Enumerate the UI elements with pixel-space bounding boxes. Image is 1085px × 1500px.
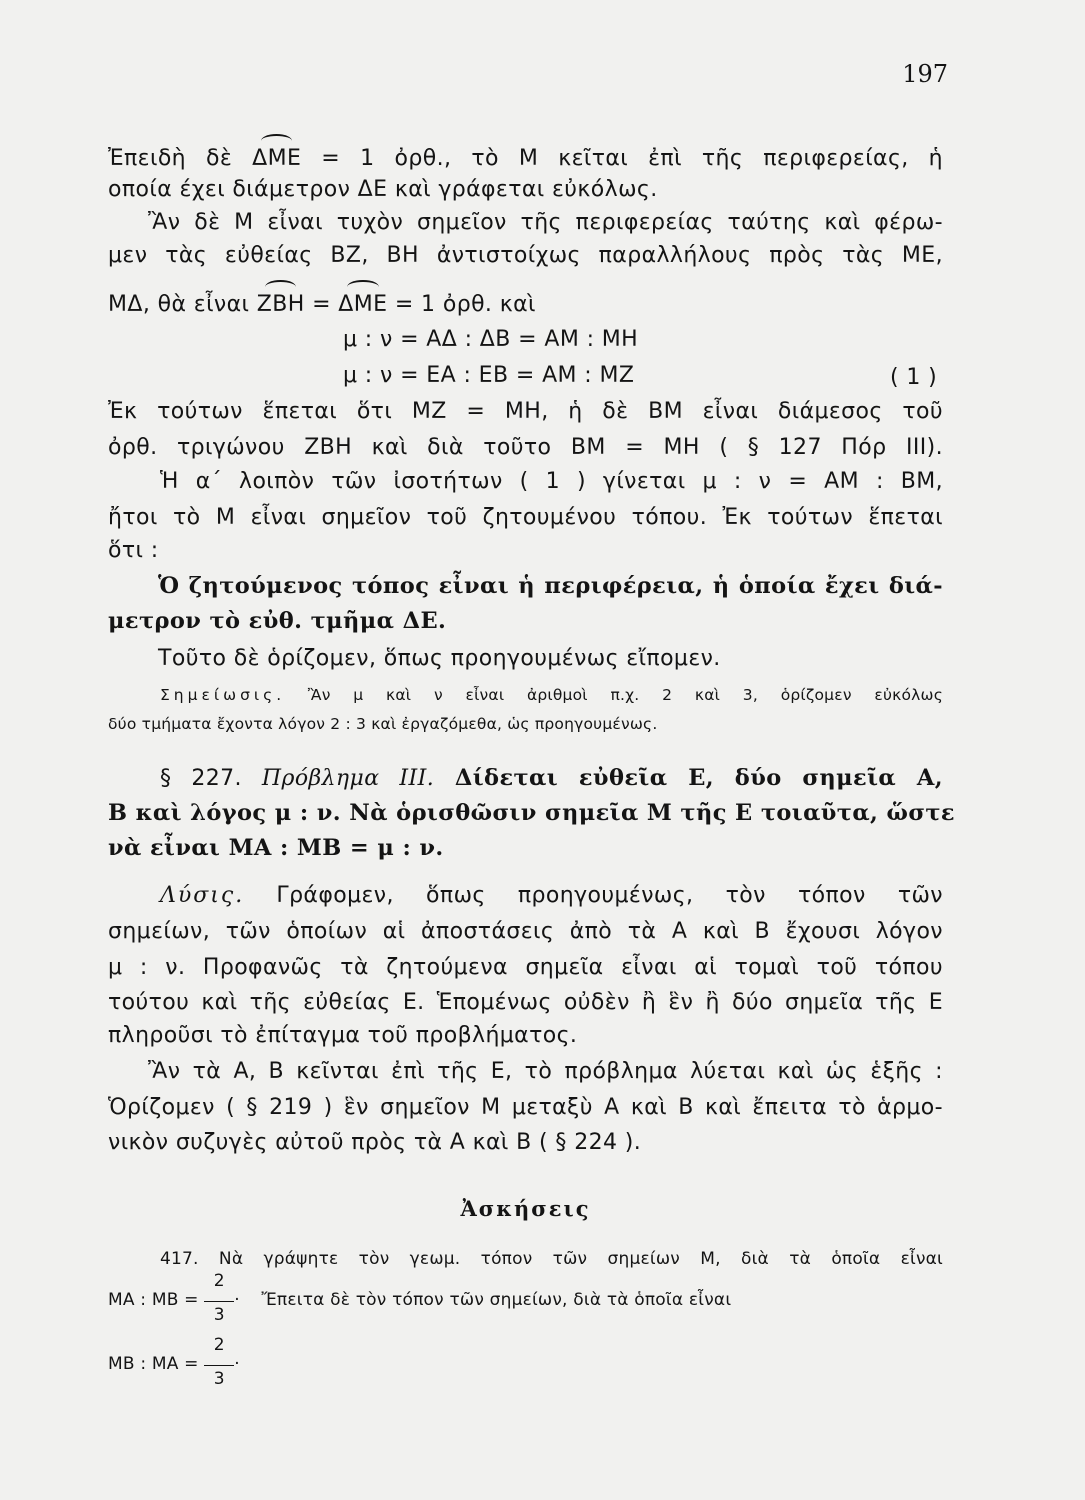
solution-label: Λύσις. (160, 883, 245, 908)
ex1-denominator: 3 (213, 1304, 225, 1325)
ex2-numerator: 2 (213, 1334, 225, 1355)
ex1-dot: · (234, 1290, 240, 1310)
text-line-23: μ : ν. Προφανῶς τὰ ζητούμενα σημεῖα εἶναι αἱ τομαὶ τοῦ τόπου (108, 955, 943, 980)
problem-label: Πρόβλημα III. (261, 766, 435, 791)
equation-label: ( 1 ) (890, 365, 938, 390)
solution-text: Γράφομεν, ὅπως προηγουμένως, τὸν τόπον τῶν (244, 883, 943, 908)
text-line-15: Τοῦτο δὲ ὁρίζομεν, ὅπως προηγουμένως εἴπομεν. (158, 646, 721, 671)
ex1-rest: Ἔπειτα δὲ τὸν τόπον τῶν σημείων, διὰ τὰ ὁποῖα εἶναι (261, 1290, 732, 1310)
text-line-1 (108, 144, 943, 174)
arc-zbh: ΖΒΗ (257, 290, 305, 320)
exercises-heading: Ἀσκήσεις (460, 1196, 591, 1221)
problem-line-1 (160, 763, 943, 794)
ex2-bar (204, 1365, 234, 1366)
theorem-line-1: Ὁ ζητούμενος τόπος εἶναι ἡ περιφέρεια, ἡ ὁποία ἔχει διά- (158, 573, 943, 599)
problem-line-3: νὰ εἶναι ΜΑ : ΜΒ = μ : ν. (108, 835, 444, 861)
ex1-fraction (204, 1270, 234, 1325)
text-line-4: μεν τὰς εὐθείας ΒΖ, ΒΗ ἀντιστοίχως παραλλήλους πρὸς τὰς ΜΕ, (108, 243, 943, 268)
text-line-26: Ἂν τὰ Α, Β κεῖνται ἐπὶ τῆς Ε, τὸ πρόβλημα λύεται καὶ ὡς ἑξῆς : (148, 1059, 943, 1084)
equation-1: μ : ν = ΑΔ : ΔΒ = ΑΜ : ΜΗ (343, 327, 639, 352)
line1-pre: Ἐπειδὴ δὲ (108, 146, 253, 171)
note-line-2: δύο τμήματα ἔχοντα λόγον 2 : 3 καὶ ἐργαζόμεθα, ὡς προηγουμένως. (108, 715, 658, 733)
text-line-24: τούτου καὶ τῆς εὐθείας Ε. Ἑπομένως οὐδὲν ἢ ἓν ἢ δύο σημεῖα τῆς Ε (108, 990, 943, 1015)
problem-text: Δίδεται εὐθεῖα Ε, δύο σημεῖα Α, (434, 765, 944, 791)
arc-dme: ΔΜΕ (252, 144, 301, 174)
ex2-denominator: 3 (213, 1368, 225, 1389)
problem-num: § 227. (160, 766, 262, 791)
exercise-417-line-3 (108, 1334, 240, 1389)
ex1-bar (204, 1301, 234, 1302)
text-line-28: νικὸν συζυγὲς αὐτοῦ πρὸς τὰ Α καὶ Β ( § 224 ). (108, 1130, 642, 1155)
text-line-3: Ἂν δὲ Μ εἶναι τυχὸν σημεῖον τῆς περιφερείας ταύτης καὶ φέρω- (148, 210, 943, 235)
equation-2: μ : ν = ΕΑ : ΕΒ = ΑΜ : ΜΖ (343, 363, 635, 388)
note-label: Σημείωσις. (160, 686, 286, 704)
line5-post: = 1 ὀρθ. καὶ (387, 292, 536, 317)
line5-pre: ΜΔ, θὰ εἶναι (108, 292, 257, 317)
line1-post: = 1 ὀρθ., τὸ Μ κεῖται ἐπὶ τῆς περιφερείας, ἡ (301, 146, 943, 171)
ex2-fraction (204, 1334, 234, 1389)
text-line-5 (108, 290, 536, 320)
exercise-417-line-2 (108, 1270, 732, 1325)
exercise-417-line-1: 417. Νὰ γράψητε τὸν γεωμ. τόπον τῶν σημείων Μ, διὰ τὰ ὁποῖα εἶναι (160, 1249, 943, 1269)
line5-mid: = (304, 292, 339, 317)
note-line-1 (160, 683, 943, 707)
text-line-25: πληροῦσι τὸ ἐπίταγμα τοῦ προβλήματος. (108, 1023, 578, 1048)
text-line-12: ὅτι : (108, 538, 159, 563)
ex2-lhs: ΜΒ : ΜΑ = (108, 1354, 199, 1374)
ex1-numerator: 2 (213, 1270, 225, 1291)
problem-line-2: Β καὶ λόγος μ : ν. Νὰ ὁρισθῶσιν σημεῖα Μ τῆς Ε τοιαῦτα, ὥστε (108, 800, 955, 826)
ex1-lhs: ΜΑ : ΜΒ = (108, 1290, 199, 1310)
arc-dme-2: ΔΜΕ (338, 290, 387, 320)
note-text: Ἂν μ καὶ ν εἶναι ἀριθμοὶ π.χ. 2 καὶ 3, ὁρίζομεν εὐκόλως (285, 686, 943, 704)
text-line-27: Ὁρίζομεν ( § 219 ) ἓν σημεῖον Μ μεταξὺ Α καὶ Β καὶ ἔπειτα τὸ ἁρμο- (108, 1095, 943, 1120)
page-number: 197 (902, 60, 948, 88)
text-line-10: Ἡ α΄ λοιπὸν τῶν ἰσοτήτων ( 1 ) γίνεται μ : ν = ΑΜ : ΒΜ, (160, 469, 943, 494)
text-line-9: ὀρθ. τριγώνου ΖΒΗ καὶ διὰ τοῦτο ΒΜ = ΜΗ ( § 127 Πόρ III). (108, 435, 943, 460)
ex2-dot: · (234, 1354, 240, 1374)
text-line-11: ἤτοι τὸ Μ εἶναι σημεῖον τοῦ ζητουμένου τόπου. Ἐκ τούτων ἕπεται (108, 505, 943, 530)
text-line-8: Ἐκ τούτων ἕπεται ὅτι ΜΖ = ΜΗ, ἡ δὲ ΒΜ εἶναι διάμεσος τοῦ (108, 399, 943, 424)
theorem-line-2: μετρον τὸ εὐθ. τμῆμα ΔΕ. (108, 608, 447, 634)
text-line-22: σημείων, τῶν ὁποίων αἱ ἀποστάσεις ἀπὸ τὰ Α καὶ Β ἔχουσι λόγον (108, 919, 943, 944)
solution-line-1 (160, 881, 943, 911)
text-line-2: οποία έχει διάμετρον ΔΕ καὶ γράφεται εὐκόλως. (108, 177, 658, 202)
